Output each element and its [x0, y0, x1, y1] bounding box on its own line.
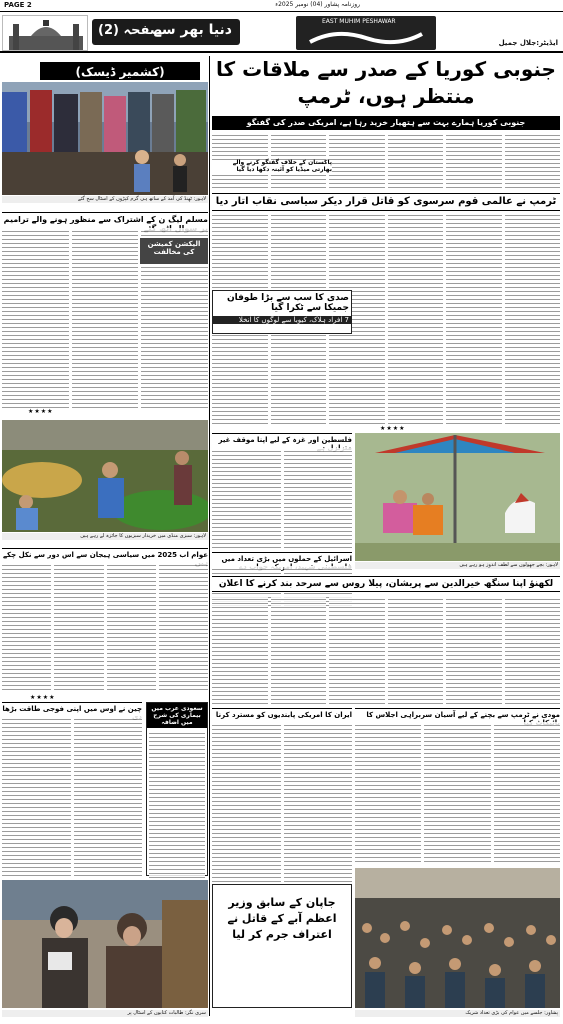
- lead-headline: جنوبی کوریا کے صدر سے ملاقات کا منتظر ہوں، ٹرمپ: [216, 57, 556, 108]
- paper-logo: [296, 16, 436, 50]
- editor-name: ایڈیٹر:جلال جمیل: [498, 39, 558, 47]
- masthead: [0, 13, 563, 53]
- carnival-photo: [355, 433, 560, 561]
- crowd-photo: [355, 868, 560, 1008]
- bottom-mid-headline: ایران کا امریکی پابندیوں کو مسترد کرنا: [212, 708, 352, 719]
- section-title: دنیا بھر سے: [153, 22, 232, 38]
- section-title-box: [92, 19, 240, 45]
- column-divider: [209, 56, 210, 1016]
- modi-body: [355, 722, 560, 864]
- vegetable-market-photo: [2, 420, 208, 532]
- clothes-caption: لاہور: ٹھنڈ کی آمد کے ساتھ ہی گرم کپڑوں کے اسٹال سج گئے: [2, 196, 208, 203]
- china-body: [2, 716, 142, 876]
- vegetable-caption: لاہور: سبزی منڈی میں خریدار سبزیوں کا جائزہ لے رہے ہیں: [2, 533, 208, 540]
- palestine-headline: فلسطین اور غزہ کے لیے اپنا موقف غیر: [212, 433, 352, 452]
- kashmir-boxed-headline: الیکشن کمیشن کی مخالفت: [140, 238, 208, 264]
- saudi-headline: سعودی عرب میں بیماری کی شرح میں اضافہ: [147, 703, 207, 728]
- stars-1: ★★★★: [28, 408, 54, 415]
- lead-subhead: جنوبی کوریا ہمارے بہت سے ہتھیار خرید رہا ہے، امریکی صدر کی گفتگو: [212, 116, 560, 130]
- crowd-caption: پشاور: جلسے میں عوام کی بڑی تعداد شریک: [355, 1010, 560, 1017]
- lucknow-body: [212, 596, 560, 706]
- section-number: صفحہ (2): [98, 23, 163, 38]
- storm-box: [212, 290, 352, 334]
- storm-subheadline: 7 افراد ہلاک، کیوبا سے لوگوں کا انخلا: [213, 316, 351, 324]
- page-label: PAGE 2: [4, 1, 32, 9]
- paper-name: EAST MUHIM PESHAWAR: [322, 18, 396, 25]
- mosque-logo: [2, 15, 88, 51]
- storm-headline: صدی کا سب سے بڑا طوفان جمیکا سے ٹکرا گیا: [226, 293, 349, 314]
- stars-3: ★★★★: [380, 425, 406, 432]
- top-strip: [0, 0, 563, 12]
- japan-box: [212, 884, 352, 1008]
- kashmir-desk-title: (کشمیر ڈیسک): [40, 62, 200, 80]
- bottom-mid-body: [212, 722, 352, 882]
- kashmir-headline: مسلم لیگ ن کے اشتراک سے منظور ہونے والے ترامیم: [2, 212, 208, 233]
- trump-saudi-headline: ٹرمپ نے عالمی قوم سرسوی کو قاتل قرار دیکر سیاسی نقاب اتار دیا: [212, 193, 560, 211]
- date-line: روزنامہ پشاور (04) نومبر 2025ء: [275, 1, 360, 8]
- palestine-body: [212, 448, 352, 548]
- books-caption: سری نگر: طالبات کتابوں کے اسٹال پر: [2, 1010, 208, 1017]
- clothes-photo: [2, 82, 208, 195]
- china-headline: چین نے اوس میں اپنی فوجی طاقت بڑھا: [2, 702, 142, 721]
- pak-afg-headline: پاکستان کے خلاف گفتگو کرنے والے بھارتی میڈیا کو آئینہ دکھا دیا گیا: [212, 160, 332, 174]
- stars-2: ★★★★: [30, 694, 56, 701]
- israel-gaza-headline: اسرائیل کے حملوں میں بڑی تعداد میں امریکہ: [212, 552, 352, 571]
- books-photo: [2, 880, 208, 1008]
- year-2025-body: [2, 562, 208, 692]
- saudi-box: [146, 702, 208, 876]
- carnival-caption: لاہور: بچے جھولوں سے لطف اندوز ہو رہے ہیں: [355, 562, 560, 569]
- year-2025-headline: عوام اب 2025 میں سیاسی ہیجان سے اس دور سے نکل چکے: [2, 548, 208, 567]
- lucknow-headline: لکھنؤ اپنا سنگھ خیرالدین سے پریشان، پیلا روس سے سرحد بند کرنے کا اعلان: [212, 576, 560, 592]
- japan-headline: جاپان کے سابق وزیر اعظم آبے کے قاتل نے اعتراف جرم کر لیا: [227, 896, 337, 941]
- modi-headline: مودی نے ٹرمپ سے بچنے کے لیے آسیان سربراہی اجلاس کا: [355, 708, 560, 727]
